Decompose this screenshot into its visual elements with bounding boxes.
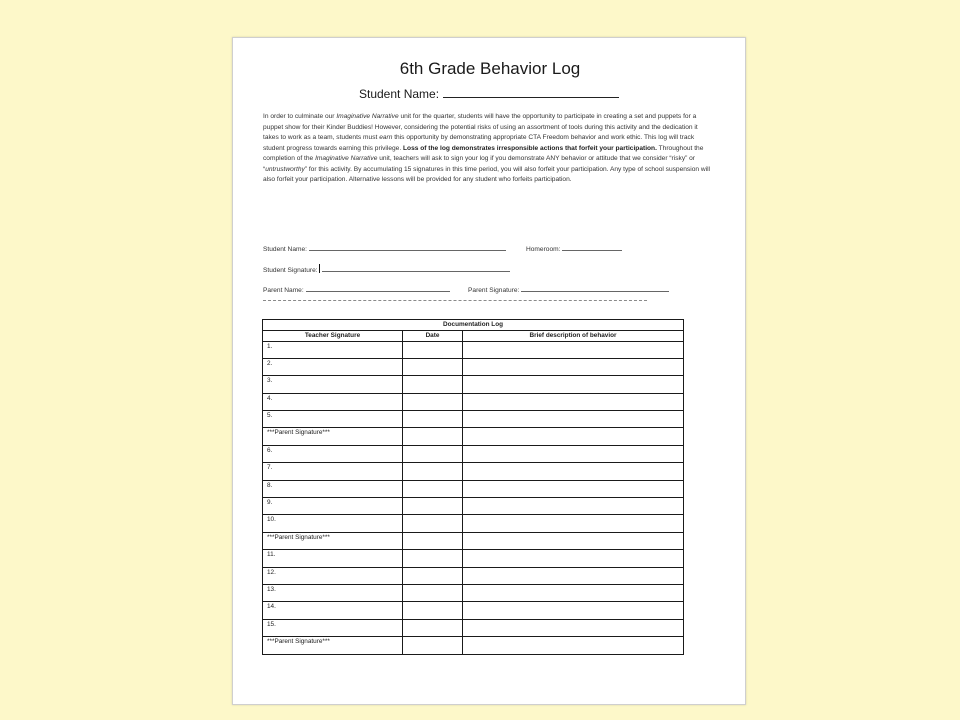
document-title: 6th Grade Behavior Log <box>399 59 581 78</box>
teacher-signature-cell[interactable]: 8. <box>263 480 403 497</box>
date-cell[interactable] <box>403 619 463 636</box>
date-cell[interactable] <box>403 393 463 410</box>
column-header-teacher-signature: Teacher Signature <box>263 331 403 342</box>
date-cell[interactable] <box>403 480 463 497</box>
column-header-description: Brief description of behavior <box>463 331 684 342</box>
teacher-signature-cell[interactable]: ***Parent Signature*** <box>263 428 403 445</box>
paragraph-text: ” for this activity. By accumulating 15 signatures in this time period, you will also forfeit your participation. Any type of school suspension will also forfeit your participation. Alternative lessons will be provided for any student who forfeits participation. <box>263 165 711 183</box>
parent-signature-line[interactable] <box>521 285 669 292</box>
column-header-date: Date <box>403 331 463 342</box>
teacher-signature-cell[interactable]: 2. <box>263 358 403 375</box>
table-row <box>263 341 684 358</box>
student-name-label: Student Name: <box>263 246 307 253</box>
teacher-signature-cell[interactable]: 12. <box>263 567 403 584</box>
parent-name-label: Parent Name: <box>263 287 304 294</box>
date-cell[interactable] <box>403 445 463 462</box>
teacher-signature-cell[interactable]: 3. <box>263 376 403 393</box>
text-cursor <box>319 264 320 273</box>
description-cell[interactable] <box>463 480 684 497</box>
table-row <box>263 358 684 375</box>
description-cell[interactable] <box>463 532 684 549</box>
table-row <box>263 445 684 462</box>
table-row <box>263 411 684 428</box>
description-cell[interactable] <box>463 515 684 532</box>
table-row <box>263 584 684 601</box>
description-cell[interactable] <box>463 602 684 619</box>
paragraph-italic: Imaginative Narrative <box>315 155 378 162</box>
date-cell[interactable] <box>403 463 463 480</box>
table-row <box>263 393 684 410</box>
student-name-line[interactable] <box>309 244 506 251</box>
paragraph-text: In order to culminate our <box>263 113 337 120</box>
instructions-paragraph <box>263 112 715 186</box>
cut-line-divider <box>263 300 647 301</box>
student-name-field <box>263 244 506 253</box>
parent-signature-field <box>468 285 669 294</box>
date-cell[interactable] <box>403 428 463 445</box>
description-cell[interactable] <box>463 358 684 375</box>
table-row <box>263 637 684 654</box>
date-cell[interactable] <box>403 584 463 601</box>
description-cell[interactable] <box>463 445 684 462</box>
date-cell[interactable] <box>403 358 463 375</box>
parent-name-field <box>263 285 450 294</box>
table-row <box>263 463 684 480</box>
date-cell[interactable] <box>403 550 463 567</box>
teacher-signature-cell[interactable]: 6. <box>263 445 403 462</box>
teacher-signature-cell[interactable]: ***Parent Signature*** <box>263 532 403 549</box>
description-cell[interactable] <box>463 463 684 480</box>
table-caption: Documentation Log <box>263 320 684 331</box>
table-row <box>263 567 684 584</box>
date-cell[interactable] <box>403 637 463 654</box>
table-row <box>263 498 684 515</box>
date-cell[interactable] <box>403 498 463 515</box>
description-cell[interactable] <box>463 376 684 393</box>
homeroom-label: Homeroom: <box>526 246 561 253</box>
teacher-signature-cell[interactable]: 7. <box>263 463 403 480</box>
date-cell[interactable] <box>403 567 463 584</box>
table-body <box>263 341 684 654</box>
student-signature-field <box>263 264 510 274</box>
teacher-signature-cell[interactable]: 9. <box>263 498 403 515</box>
table-row <box>263 428 684 445</box>
date-cell[interactable] <box>403 376 463 393</box>
description-cell[interactable] <box>463 619 684 636</box>
teacher-signature-cell[interactable]: 4. <box>263 393 403 410</box>
student-name-header-label: Student Name: <box>359 87 440 101</box>
parent-name-line[interactable] <box>306 285 450 292</box>
table-row <box>263 376 684 393</box>
student-name-header-line[interactable] <box>443 88 619 98</box>
teacher-signature-cell[interactable]: 5. <box>263 411 403 428</box>
teacher-signature-cell[interactable]: 15. <box>263 619 403 636</box>
description-cell[interactable] <box>463 341 684 358</box>
table-row <box>263 602 684 619</box>
description-cell[interactable] <box>463 393 684 410</box>
paragraph-text: this opportunity by demonstrating appropriate CTA Freedom behavior and work ethic. This log will track student progress towards earning this privilege. <box>263 134 695 152</box>
teacher-signature-cell[interactable]: 1. <box>263 341 403 358</box>
table-row <box>263 550 684 567</box>
homeroom-field <box>526 244 622 253</box>
description-cell[interactable] <box>463 550 684 567</box>
table-row <box>263 619 684 636</box>
parent-signature-label: Parent Signature: <box>468 287 520 294</box>
table-row <box>263 532 684 549</box>
teacher-signature-cell[interactable]: 13. <box>263 584 403 601</box>
paragraph-text: unit, teachers will ask to sign your log if you demonstrate ANY behavior or attitude that we consider “risky” or “ <box>263 155 696 173</box>
teacher-signature-cell[interactable]: ***Parent Signature*** <box>263 637 403 654</box>
paragraph-italic: untrustworthy <box>265 165 305 173</box>
date-cell[interactable] <box>403 411 463 428</box>
table-row <box>263 480 684 497</box>
date-cell[interactable] <box>403 515 463 532</box>
paragraph-italic: earn <box>379 134 393 141</box>
student-signature-line[interactable] <box>322 265 510 272</box>
date-cell[interactable] <box>403 532 463 549</box>
teacher-signature-cell[interactable]: 11. <box>263 550 403 567</box>
date-cell[interactable] <box>403 602 463 619</box>
description-cell[interactable] <box>463 584 684 601</box>
paragraph-text: Throughout the completion of the <box>263 144 704 162</box>
teacher-signature-cell[interactable]: 14. <box>263 602 403 619</box>
date-cell[interactable] <box>403 341 463 358</box>
student-name-header <box>359 87 619 101</box>
table-row <box>263 515 684 532</box>
paragraph-text: unit for the quarter, students will have the opportunity to participate in creating a set and puppets for a puppet show for their Kinder Buddies! However, considering the potential risks of using an assortment of tools during this activity and the dedication it takes to work as a team, students must <box>263 113 698 141</box>
student-signature-label: Student Signature: <box>263 267 318 274</box>
description-cell[interactable] <box>463 411 684 428</box>
description-cell[interactable] <box>463 637 684 654</box>
description-cell[interactable] <box>463 498 684 515</box>
paragraph-italic: Imaginative Narrative <box>336 113 399 120</box>
documentation-log-table <box>262 319 684 655</box>
teacher-signature-cell[interactable]: 10. <box>263 515 403 532</box>
homeroom-line[interactable] <box>562 244 622 251</box>
description-cell[interactable] <box>463 428 684 445</box>
paragraph-bold: Loss of the log demonstrates irresponsible actions that forfeit your participation. <box>403 144 657 152</box>
description-cell[interactable] <box>463 567 684 584</box>
document-page <box>232 37 746 705</box>
